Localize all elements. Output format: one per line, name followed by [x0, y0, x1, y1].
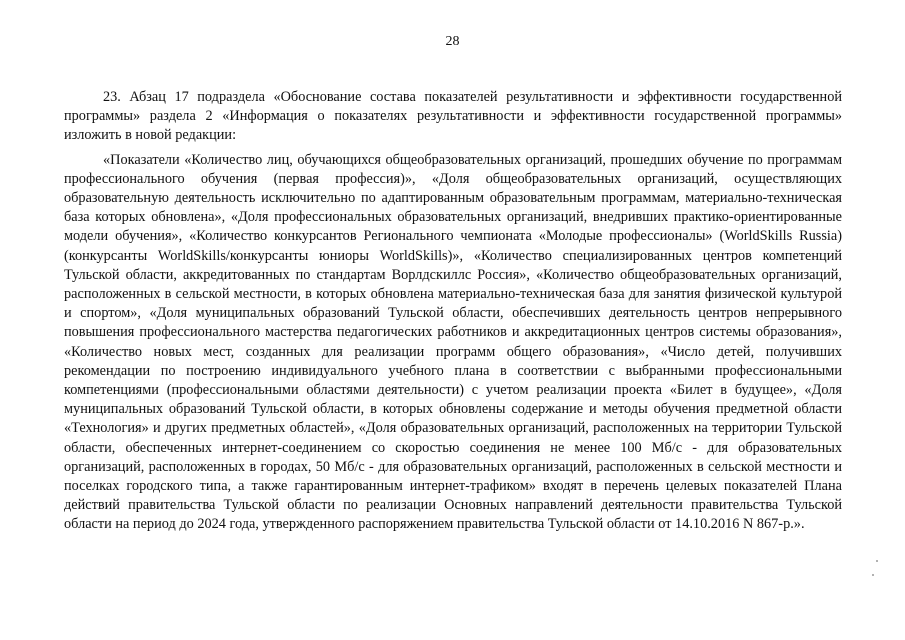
document-body	[64, 88, 842, 535]
scan-speck	[876, 560, 878, 562]
scan-speck	[872, 574, 874, 576]
page-number: 28	[445, 34, 460, 49]
amendment-intro-paragraph: 23. Абзац 17 подраздела «Обоснование состава показателей результативности и эффективности государственной программы» раздела 2 «Информация о показателях результативности и эффективности государственной программы» изложить в новой редакции:	[64, 89, 842, 144]
amendment-new-text-paragraph: «Показатели «Количество лиц, обучающихся общеобразовательных организаций, прошедших обучение по программам профессионального обучения (первая профессия)», «Доля общеобразовательных организаций, осуществляющих образовательную деятельность исключительно по адаптированным образовательным программам, материально-техническая база которых обновлена», «Доля профессиональных образовательных организаций, внедривших практико-ориентированные модели обучения», «Количество конкурсантов Регионального чемпионата «Молодые профессионалы» (WorldSkills Russia) (конкурсанты WorldSkills/конкурсанты юниоры WorldSkills)», «Количество специализированных центров компетенций Тульской области, аккредитованных по стандартам Ворлдскиллс Россия», «Количество общеобразовательных организаций, расположенных в сельской местности, в которых обновлена материально-техническая база для занятия физической культурой и спортом», «Доля муниципальных образований Тульской области, обеспечивших деятельность центров непрерывного повышения профессионального мастерства педагогических работников и аккредитационных центров системы образования», «Количество новых мест, созданных для реализации программ общего образования», «Число детей, получивших рекомендации по построению индивидуального учебного плана в соответствии с выбранными профессиональными компетенциями (профессиональными областями деятельности) с учетом реализации проекта «Билет в будущее», «Доля муниципальных образований Тульской области, в которых обновлены содержание и методы обучения предметной области «Технология» и других предметных областей», «Доля образовательных организаций, расположенных на территории Тульской области, обеспеченных интернет-соединением со скоростью соединения не менее 100 Мб/с - для образовательных организаций, расположенных в городах, 50 Мб/с - для образовательных организаций, расположенных в сельской местности и поселках городского типа, а также гарантированным интернет-трафиком» входят в перечень целевых показателей Плана действий правительства Тульской области по реализации Основных направлений деятельности правительства Тульской области на период до 2024 года, утвержденного распоряжением правительства Тульской области от 14.10.2016 N 867-р.».	[64, 151, 842, 533]
